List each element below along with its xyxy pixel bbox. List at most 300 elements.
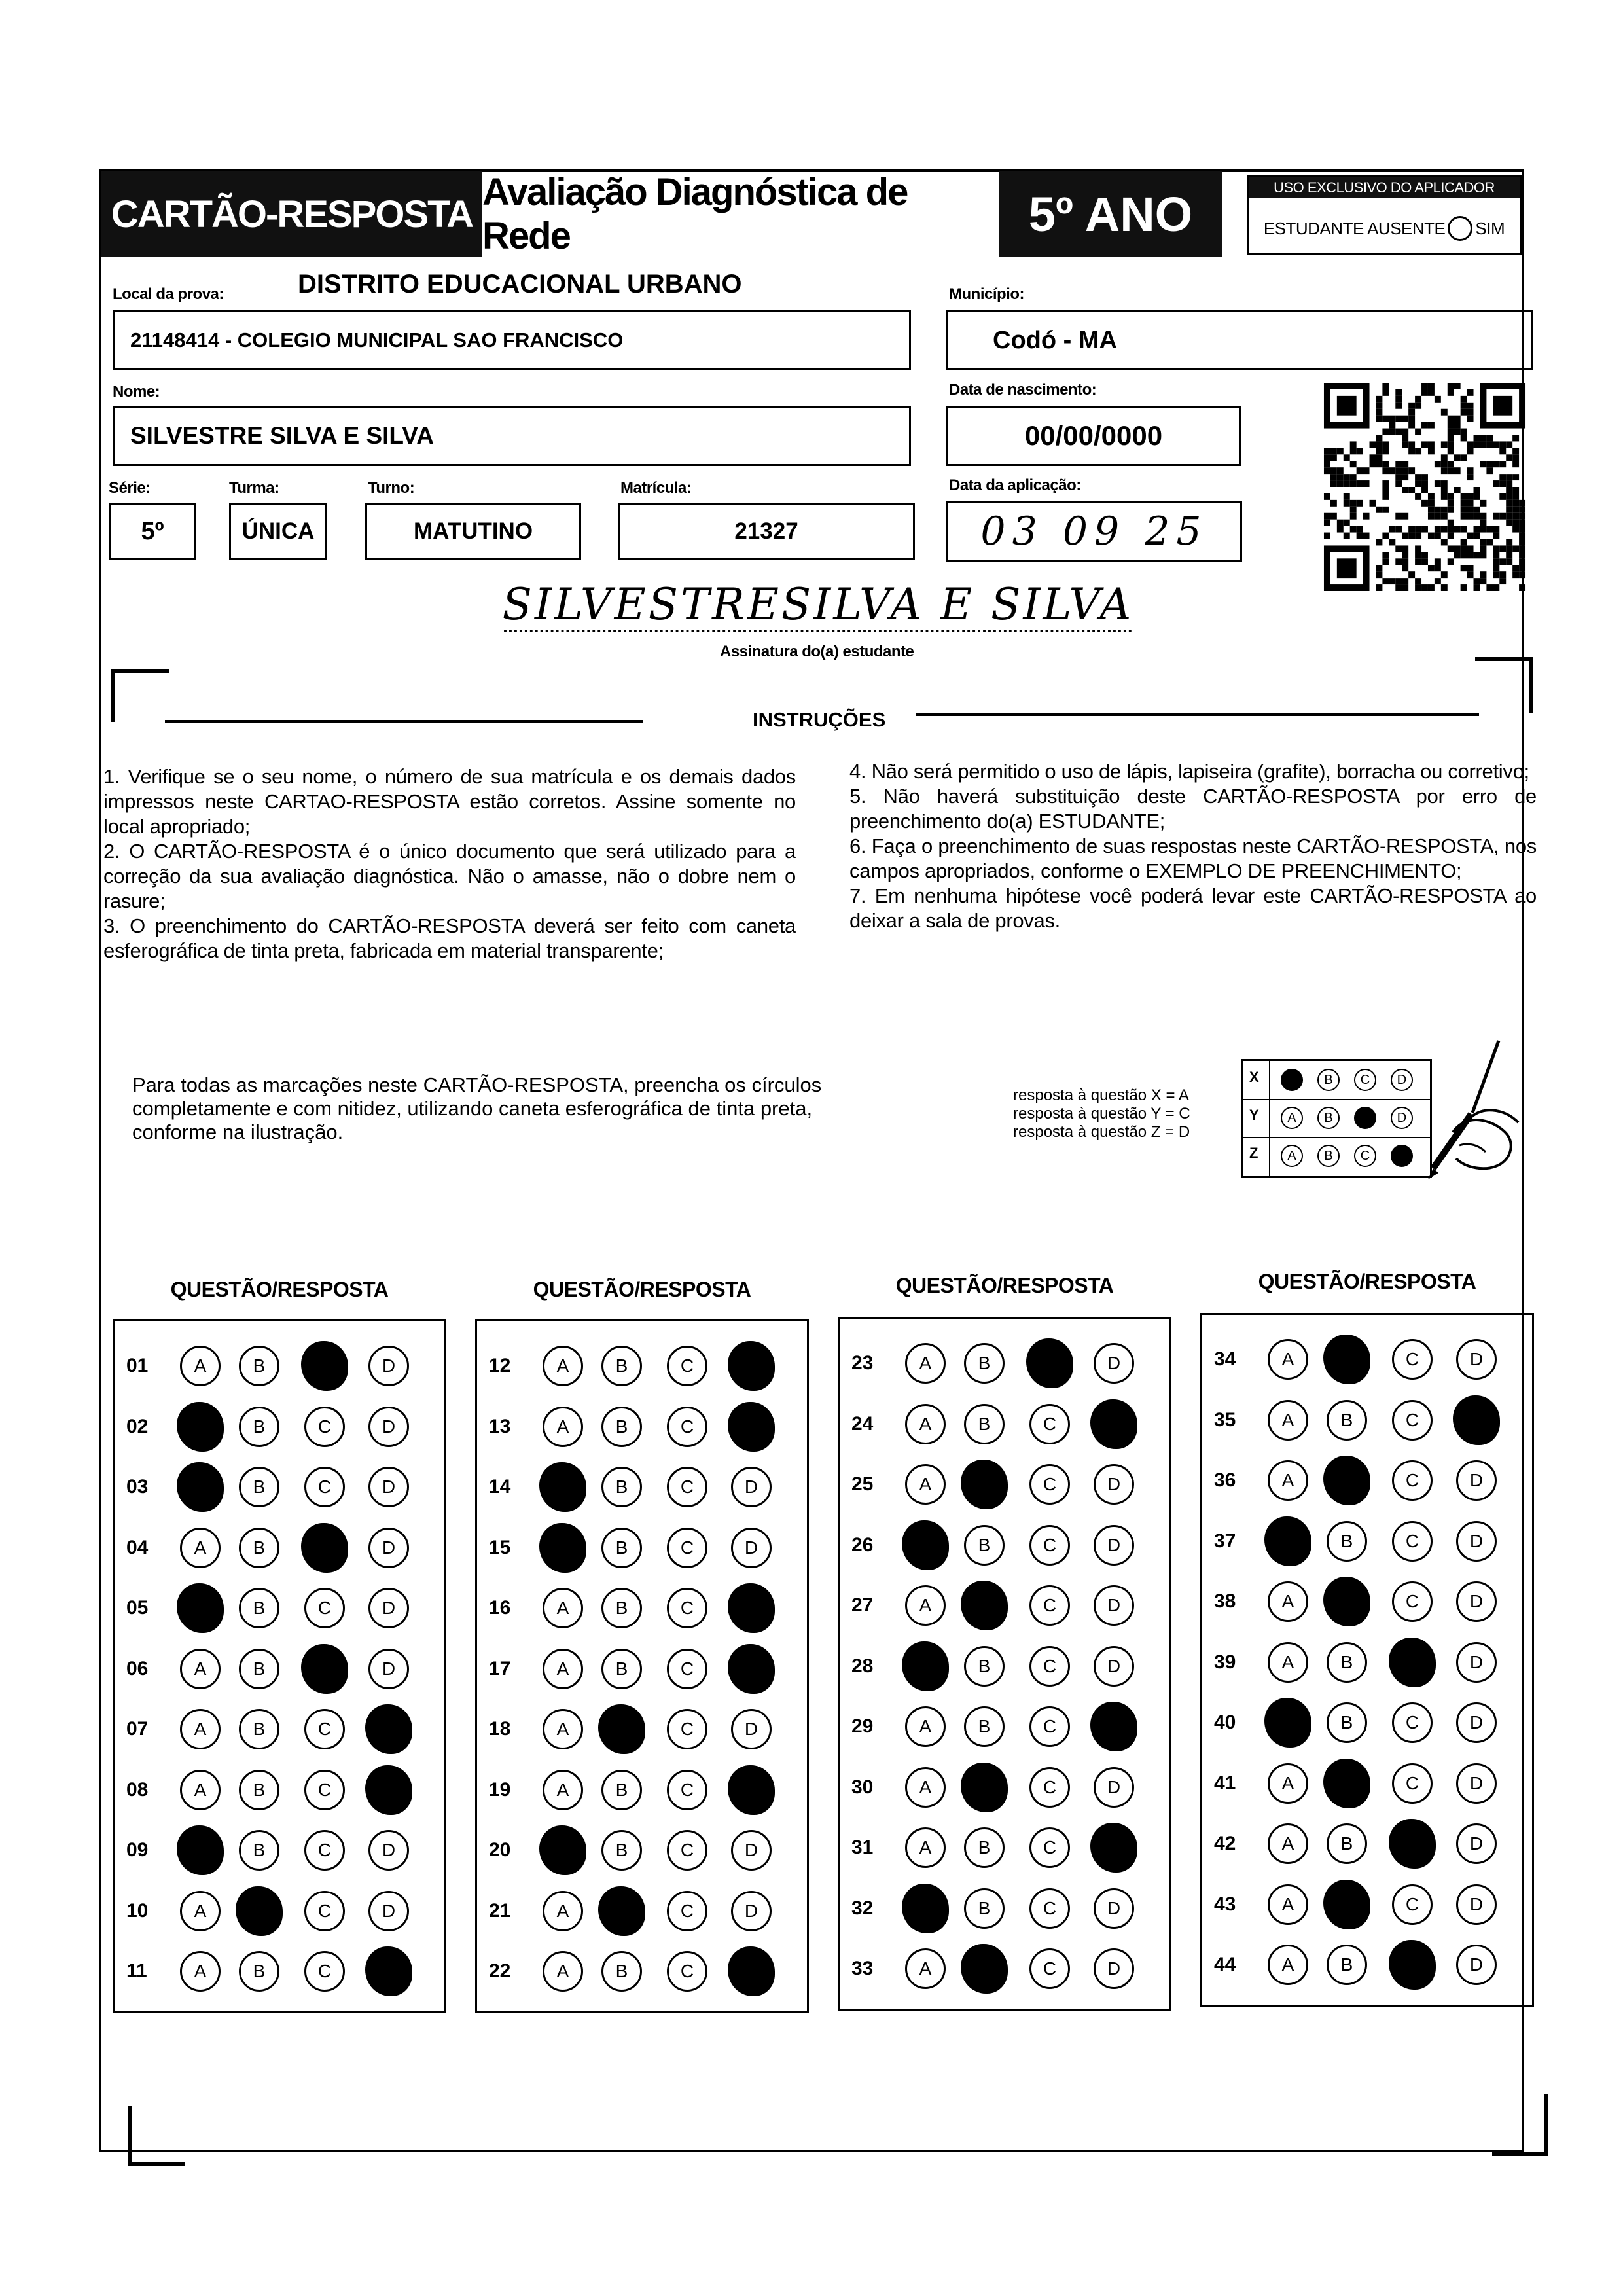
answer-bubble[interactable]: B [1327,1945,1367,1985]
answer-bubble[interactable]: A [543,1346,583,1386]
answer-bubble[interactable]: B [239,1649,279,1689]
answer-bubble-filled[interactable] [365,1946,412,1996]
answer-bubble-filled[interactable] [728,1946,775,1996]
answer-bubble[interactable]: B [601,1770,642,1810]
answer-bubble[interactable]: C [1029,1464,1070,1505]
answer-row [840,1515,1169,1575]
answer-bubble[interactable]: A [1268,1945,1308,1985]
answer-row [477,1457,807,1517]
answer-bubble[interactable]: A [543,1891,583,1931]
answer-bubble[interactable]: C [1029,1525,1070,1566]
answer-bubble[interactable]: D [731,1891,772,1931]
answer-bubble[interactable]: A [180,1891,221,1931]
answer-bubble-filled[interactable] [1264,1698,1311,1748]
signature-label: Assinatura do(a) estudante [720,643,914,660]
answer-bubble[interactable]: A [905,1343,946,1384]
absent-checkbox[interactable] [1448,216,1472,241]
answer-bubble[interactable]: B [601,1649,642,1689]
question-number: 32 [851,1897,874,1919]
answer-bubble[interactable]: C [304,1467,345,1507]
answer-bubble[interactable]: C [667,1770,707,1810]
answer-bubble[interactable]: C [304,1891,345,1931]
answer-bubble[interactable]: A [905,1827,946,1868]
answer-bubble[interactable]: C [1029,1827,1070,1868]
question-number: 36 [1214,1469,1236,1491]
answer-bubble[interactable]: B [601,1528,642,1568]
answer-bubble-filled[interactable] [728,1644,775,1694]
school-field: 21148414 - COLEGIO MUNICIPAL SAO FRANCISCO [113,310,911,370]
answer-bubble-filled[interactable] [301,1341,348,1391]
answer-row [840,1394,1169,1454]
question-number: 21 [489,1899,511,1922]
instruction-item: 6. Faça o preenchimento de suas respostas neste CARTÃO-RESPOSTA, nos campos apropriados, conforme o EXEMPLO DE PREENCHIMENTO; [849,834,1537,882]
answer-bubble[interactable]: B [239,1588,279,1628]
question-number: 24 [851,1412,874,1435]
answer-bubble-filled[interactable] [1090,1399,1137,1449]
question-number: 07 [126,1718,149,1740]
answer-bubble[interactable]: C [1029,1948,1070,1989]
answer-bubble[interactable]: D [368,1528,409,1568]
answer-bubble[interactable]: D [1456,1460,1497,1501]
answer-bubble[interactable]: C [1029,1888,1070,1929]
answer-bubble[interactable]: B [239,1951,279,1992]
answer-row [115,1518,444,1578]
instructions-rule-right [916,713,1479,716]
answer-bubble[interactable]: C [1029,1585,1070,1626]
answer-bubble[interactable]: C [304,1588,345,1628]
example-row-label: Z [1249,1145,1258,1161]
answer-bubble[interactable]: C [1029,1767,1070,1808]
answer-bubble[interactable]: D [1094,1888,1134,1929]
question-number: 33 [851,1958,874,1979]
answer-row [840,1575,1169,1636]
answer-row [477,1820,807,1880]
answer-bubble[interactable]: D [731,1528,772,1568]
answer-bubble-filled[interactable] [236,1886,283,1936]
answer-bubble[interactable]: A [905,1404,946,1444]
answer-bubble[interactable]: A [1268,1884,1308,1925]
question-number: 17 [489,1657,511,1679]
question-number: 02 [126,1415,149,1437]
answer-row [840,1878,1169,1939]
answer-bubble-filled[interactable] [1026,1338,1073,1388]
answer-bubble-filled[interactable] [177,1402,224,1452]
answer-row [477,1397,807,1457]
answer-row [840,1333,1169,1393]
question-number: 22 [489,1960,511,1982]
answer-bubble[interactable]: C [1392,1702,1433,1743]
matricula-label: Matrícula: [620,479,692,497]
example-legend-item: resposta à questão Z = D [1013,1123,1190,1141]
answer-row [840,1636,1169,1696]
answer-bubble[interactable]: D [368,1830,409,1871]
answer-bubble[interactable]: C [667,1891,707,1931]
answer-bubble[interactable]: D [731,1830,772,1871]
answer-row [477,1639,807,1699]
answer-row [840,1757,1169,1818]
answer-row [840,1696,1169,1757]
answer-bubble[interactable]: C [1029,1706,1070,1747]
answer-bubble[interactable]: B [239,1407,279,1447]
answer-row [1202,1814,1532,1874]
example-legend-item: resposta à questão Y = C [1013,1105,1190,1122]
answer-bubble[interactable]: B [964,1343,1005,1384]
answer-bubble[interactable]: D [368,1407,409,1447]
answer-bubble[interactable]: B [964,1646,1005,1687]
answer-row [840,1939,1169,1999]
answer-bubble[interactable]: C [1392,1339,1433,1380]
corner-mark-bl [128,2106,185,2166]
turma-field: ÚNICA [229,503,327,560]
answer-bubble[interactable]: C [667,1649,707,1689]
answer-bubble-filled[interactable] [1264,1516,1311,1566]
answer-bubble[interactable]: D [1094,1585,1134,1626]
answer-bubble[interactable]: A [905,1948,946,1989]
answer-bubble[interactable]: B [1327,1823,1367,1864]
example-bubble: C [1354,1069,1376,1091]
example-separator [1269,1061,1270,1176]
answer-column [475,1319,809,2013]
example-bubble: D [1391,1069,1413,1091]
answer-bubble[interactable]: B [239,1528,279,1568]
answer-bubble[interactable]: B [601,1346,642,1386]
question-number: 15 [489,1536,511,1558]
absent-row [1249,209,1520,248]
question-number: 08 [126,1778,149,1801]
question-number: 10 [126,1899,149,1922]
answer-bubble-filled[interactable] [1323,1456,1370,1505]
answer-bubble[interactable]: D [368,1588,409,1628]
local-label: Local da prova: [113,285,224,303]
answer-bubble-filled[interactable] [1389,1940,1436,1990]
question-number: 23 [851,1352,874,1374]
column-title: QUESTÃO/RESPOSTA [170,1278,389,1301]
answer-bubble[interactable]: B [964,1404,1005,1444]
answer-bubble[interactable]: D [731,1467,772,1507]
answer-bubble[interactable]: D [1094,1464,1134,1505]
answer-bubble-filled[interactable] [1090,1702,1137,1751]
instructions-left [103,764,796,963]
answer-bubble[interactable]: D [1456,1945,1497,1985]
answer-bubble[interactable]: A [543,1709,583,1749]
answer-bubble[interactable]: C [667,1951,707,1992]
answer-bubble-filled[interactable] [902,1641,949,1691]
answer-row [477,1881,807,1941]
answer-row [1202,1935,1532,1995]
question-number: 30 [851,1776,874,1798]
answer-bubble-filled[interactable] [961,1944,1008,1994]
answer-bubble[interactable]: A [1268,1581,1308,1622]
answer-row [1202,1753,1532,1814]
question-number: 14 [489,1476,511,1498]
example-bubble [1354,1107,1376,1129]
answer-row [115,1699,444,1759]
answer-bubble[interactable]: C [1392,1884,1433,1925]
answer-bubble[interactable]: A [905,1767,946,1808]
question-number: 39 [1214,1651,1236,1673]
municipio-field: Codó - MA [946,310,1533,370]
instructions-title: INSTRUÇÕES [753,708,886,731]
question-number: 35 [1214,1408,1236,1431]
answer-bubble-filled[interactable] [301,1523,348,1573]
answer-bubble[interactable]: D [1094,1525,1134,1566]
answer-bubble[interactable]: A [543,1407,583,1447]
nome-label: Nome: [113,383,160,401]
answer-bubble[interactable]: C [667,1830,707,1871]
column-title: QUESTÃO/RESPOSTA [895,1274,1114,1297]
answer-bubble-filled[interactable] [961,1581,1008,1630]
answer-bubble[interactable]: C [667,1346,707,1386]
answer-bubble[interactable]: B [239,1467,279,1507]
answer-bubble[interactable]: C [304,1770,345,1810]
example-bubble: B [1317,1107,1340,1129]
answer-bubble[interactable]: A [180,1528,221,1568]
answer-bubble[interactable]: A [1268,1339,1308,1380]
answer-bubble[interactable]: D [1456,1581,1497,1622]
answer-bubble[interactable]: D [368,1467,409,1507]
answer-row [840,1818,1169,1878]
answer-bubble[interactable]: B [1327,1642,1367,1683]
answer-bubble-filled[interactable] [1453,1395,1500,1445]
answer-bubble-filled[interactable] [1323,1335,1370,1384]
question-number: 29 [851,1715,874,1737]
nome-field: SILVESTRE SILVA E SILVA [113,406,911,466]
answer-bubble[interactable]: D [1456,1702,1497,1743]
answer-bubble[interactable]: A [180,1770,221,1810]
answer-bubble[interactable]: C [667,1467,707,1507]
question-number: 37 [1214,1530,1236,1552]
answer-bubble-filled[interactable] [598,1886,645,1936]
instruction-item: 2. O CARTÃO-RESPOSTA é o único documento que será utilizado para a correção da sua avaliação diagnóstica. Não o amasse, não o dobre nem o rasure; [103,840,796,912]
answer-bubble[interactable]: B [1327,1702,1367,1743]
answer-row [115,1457,444,1517]
answer-bubble-filled[interactable] [177,1825,224,1875]
answer-bubble[interactable]: A [905,1706,946,1747]
example-bubble: C [1354,1145,1376,1167]
answer-bubble[interactable]: C [304,1407,345,1447]
answer-bubble-filled[interactable] [301,1644,348,1694]
answer-bubble[interactable]: C [1392,1400,1433,1441]
example-row-label: X [1249,1069,1259,1085]
answer-bubble[interactable]: C [1392,1460,1433,1501]
answer-row [477,1941,807,2001]
question-number: 05 [126,1597,149,1619]
answer-row [115,1820,444,1880]
answer-bubble[interactable]: B [964,1888,1005,1929]
question-number: 13 [489,1415,511,1437]
answer-bubble-filled[interactable] [598,1704,645,1754]
question-number: 12 [489,1355,511,1376]
answer-bubble[interactable]: C [667,1407,707,1447]
answer-row [1202,1390,1532,1450]
answer-bubble-filled[interactable] [728,1402,775,1452]
column-title: QUESTÃO/RESPOSTA [533,1278,751,1301]
answer-bubble[interactable]: D [1456,1642,1497,1683]
answer-bubble-filled[interactable] [539,1825,586,1875]
answer-bubble[interactable]: D [1456,1763,1497,1804]
answer-bubble[interactable]: C [304,1709,345,1749]
question-number: 40 [1214,1712,1236,1733]
answer-bubble[interactable]: C [1392,1763,1433,1804]
answer-row [840,1454,1169,1515]
instructions-rule-left [165,720,643,723]
answer-column [1200,1313,1534,2007]
question-number: 31 [851,1837,874,1858]
answer-bubble[interactable]: D [1094,1343,1134,1384]
instruction-item: 4. Não será permitido o uso de lápis, lapiseira (grafite), borracha ou corretivo; [849,760,1529,783]
answer-bubble[interactable]: D [1456,1521,1497,1562]
example-bubble [1281,1069,1303,1091]
answer-bubble[interactable]: B [239,1770,279,1810]
answer-bubble[interactable]: A [905,1464,946,1505]
answer-bubble[interactable]: A [543,1951,583,1992]
example-bubble: B [1317,1069,1340,1091]
answer-row [477,1336,807,1396]
answer-bubble[interactable]: B [964,1525,1005,1566]
answer-bubble[interactable]: B [601,1830,642,1871]
answer-row [1202,1450,1532,1511]
answer-bubble[interactable]: D [731,1709,772,1749]
answer-bubble-filled[interactable] [1389,1819,1436,1869]
answer-bubble-filled[interactable] [728,1341,775,1391]
answer-bubble[interactable]: B [1327,1400,1367,1441]
question-number: 38 [1214,1590,1236,1612]
grade-badge: 5º ANO [999,171,1222,257]
answer-row [115,1760,444,1820]
example-bubble: B [1317,1145,1340,1167]
signature: SILVESTRESILVA E SILVA [502,579,1134,630]
answer-bubble[interactable]: B [1327,1521,1367,1562]
answer-bubble[interactable]: A [180,1346,221,1386]
question-number: 42 [1214,1833,1236,1854]
question-number: 19 [489,1778,511,1801]
answer-bubble[interactable]: D [1094,1948,1134,1989]
answer-bubble[interactable]: A [180,1649,221,1689]
answer-bubble[interactable]: C [1029,1646,1070,1687]
answer-bubble-filled[interactable] [177,1462,224,1512]
answer-row [1202,1329,1532,1390]
answer-bubble[interactable]: A [543,1770,583,1810]
answer-bubble[interactable]: A [1268,1400,1308,1441]
answer-bubble[interactable]: B [601,1467,642,1507]
answer-bubble[interactable]: A [1268,1823,1308,1864]
answer-bubble[interactable]: D [368,1649,409,1689]
pen-hand-icon [1394,1034,1525,1185]
answer-bubble[interactable]: D [368,1346,409,1386]
answer-bubble[interactable]: D [1456,1823,1497,1864]
answer-row [1202,1693,1532,1753]
answer-row [477,1760,807,1820]
answer-bubble[interactable]: A [180,1709,221,1749]
answer-bubble[interactable]: C [667,1709,707,1749]
local-value: DISTRITO EDUCACIONAL URBANO [298,270,742,298]
signature-line [504,630,1132,632]
answer-bubble-filled[interactable] [728,1765,775,1815]
answer-bubble-filled[interactable] [1323,1880,1370,1929]
answer-bubble-filled[interactable] [1323,1577,1370,1626]
answer-bubble[interactable]: B [964,1827,1005,1868]
answer-bubble[interactable]: B [601,1407,642,1447]
answer-bubble[interactable]: A [543,1649,583,1689]
answer-bubble[interactable]: C [667,1528,707,1568]
answer-bubble[interactable]: A [1268,1763,1308,1804]
answer-row [1202,1511,1532,1571]
absent-label: ESTUDANTE AUSENTE [1263,218,1446,238]
instruction-item: 7. Em nenhuma hipótese você poderá levar este CARTÃO-RESPOSTA ao deixar a sala de provas. [849,884,1537,932]
answer-bubble[interactable]: D [1456,1884,1497,1925]
answer-bubble[interactable]: B [601,1588,642,1628]
answer-bubble[interactable]: D [1456,1339,1497,1380]
serie-label: Série: [109,479,151,497]
answer-bubble[interactable]: B [239,1830,279,1871]
answer-column [838,1317,1171,2011]
applicator-title: USO EXCLUSIVO DO APLICADOR [1249,177,1520,198]
aplicacao-field: 03 09 25 [946,501,1242,562]
answer-row [477,1518,807,1578]
question-number: 04 [126,1536,149,1558]
answer-bubble-filled[interactable] [1323,1759,1370,1808]
answer-bubble-filled[interactable] [539,1462,586,1512]
answer-bubble-filled[interactable] [1090,1823,1137,1873]
answer-bubble[interactable]: A [180,1951,221,1992]
answer-bubble-filled[interactable] [902,1884,949,1933]
answer-row [1202,1571,1532,1632]
example-row-label: Y [1249,1107,1259,1123]
answer-bubble-filled[interactable] [365,1704,412,1754]
answer-bubble[interactable]: D [1094,1646,1134,1687]
answer-bubble[interactable]: A [543,1588,583,1628]
answer-bubble[interactable]: C [304,1830,345,1871]
answer-bubble[interactable]: B [239,1709,279,1749]
answer-bubble[interactable]: C [1029,1404,1070,1444]
answer-bubble-filled[interactable] [961,1460,1008,1509]
instruction-item: 1. Verifique se o seu nome, o número de sua matrícula e os demais dados impressos neste CARTAO-RESPOSTA estão corretos. Assine somente no local apropriado; [103,765,796,838]
answer-bubble[interactable]: C [667,1588,707,1628]
answer-row [115,1941,444,2001]
answer-row [477,1699,807,1759]
answer-row [115,1639,444,1699]
answer-bubble[interactable]: A [1268,1460,1308,1501]
answer-bubble[interactable]: B [964,1706,1005,1747]
turno-field: MATUTINO [365,503,581,560]
answer-bubble[interactable]: A [905,1585,946,1626]
example-bubble: A [1281,1107,1303,1129]
answer-bubble[interactable]: C [1392,1581,1433,1622]
question-number: 26 [851,1534,874,1556]
answer-row [1202,1874,1532,1935]
answer-bubble-filled[interactable] [902,1520,949,1570]
answer-bubble[interactable]: D [368,1891,409,1931]
answer-bubble-filled[interactable] [365,1765,412,1815]
answer-bubble-filled[interactable] [539,1523,586,1573]
answer-bubble[interactable]: C [304,1951,345,1992]
question-number: 01 [126,1355,149,1376]
answer-column [113,1319,446,2013]
question-number: 25 [851,1473,874,1495]
answer-bubble[interactable]: B [239,1346,279,1386]
corner-mark-tl [111,669,169,722]
answer-bubble-filled[interactable] [961,1763,1008,1812]
answer-bubble-filled[interactable] [1389,1638,1436,1687]
answer-bubble[interactable]: A [1268,1642,1308,1683]
answer-bubble-filled[interactable] [177,1583,224,1633]
applicator-box [1247,175,1522,255]
answer-bubble[interactable]: C [1392,1521,1433,1562]
answer-bubble[interactable]: D [1094,1767,1134,1808]
answer-bubble[interactable]: B [601,1951,642,1992]
answer-bubble-filled[interactable] [728,1583,775,1633]
turma-label: Turma: [229,479,279,497]
